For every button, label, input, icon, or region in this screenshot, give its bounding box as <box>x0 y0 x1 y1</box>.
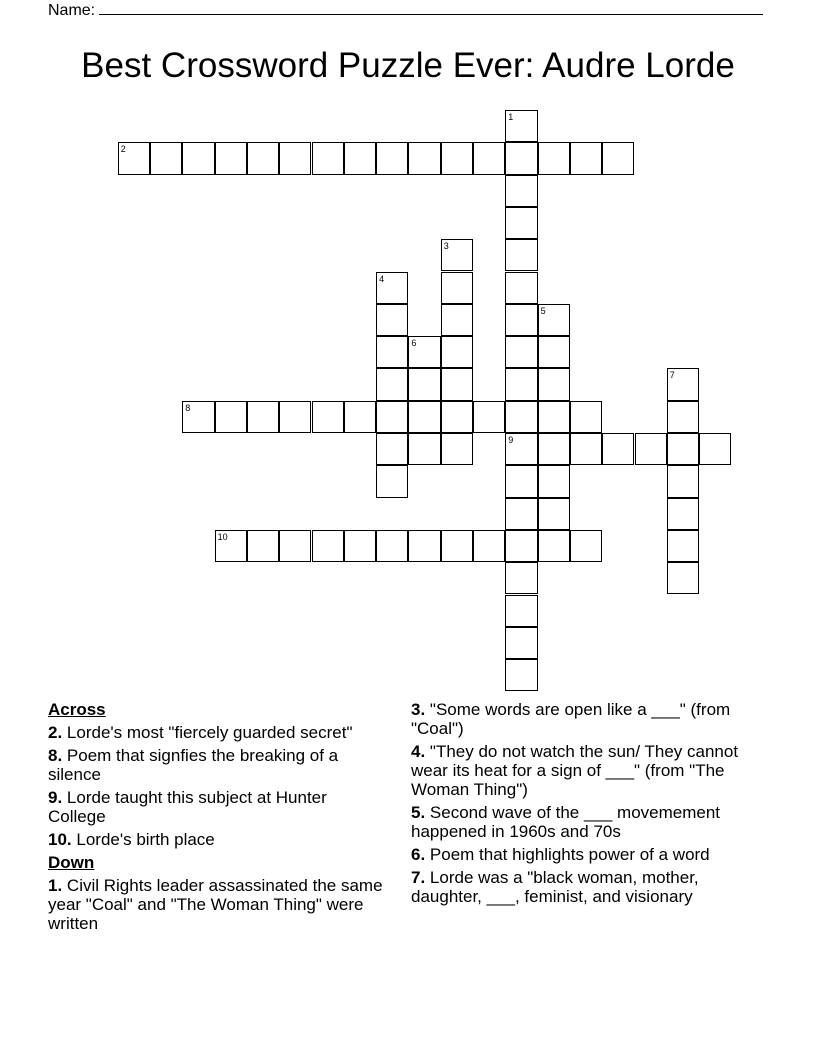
clue-number: 1 <box>508 112 514 122</box>
grid-cell[interactable] <box>247 530 279 562</box>
clue-column-left <box>48 700 388 937</box>
clue-item-text: "They do not watch the sun/ They cannot wear its heat for a sign of ___" (from "The Woman Thing") <box>411 742 739 799</box>
grid-cell[interactable] <box>570 433 602 465</box>
grid-cell[interactable] <box>505 304 537 336</box>
clue-item-number: 3. <box>411 700 426 719</box>
clue-item <box>48 788 388 826</box>
clue-number: 6 <box>411 338 417 349</box>
grid-cell[interactable] <box>279 401 311 433</box>
grid-cell[interactable] <box>408 530 440 562</box>
grid-cell[interactable] <box>376 433 408 465</box>
grid-cell[interactable] <box>441 272 473 304</box>
grid-cell[interactable] <box>505 401 537 433</box>
grid-cell[interactable] <box>376 401 408 433</box>
grid-cell[interactable] <box>505 336 537 368</box>
grid-cell[interactable] <box>473 142 505 174</box>
grid-cell[interactable] <box>505 627 537 659</box>
grid-cell[interactable] <box>376 304 408 336</box>
clue-item-number: 4. <box>411 742 426 761</box>
grid-cell[interactable] <box>312 530 344 562</box>
grid-cell[interactable] <box>441 142 473 174</box>
grid-cell[interactable] <box>667 562 699 594</box>
grid-cell[interactable] <box>408 368 440 400</box>
grid-cell[interactable] <box>538 368 570 400</box>
clue-item <box>411 845 751 864</box>
grid-cell[interactable] <box>150 142 182 174</box>
grid-cell[interactable] <box>376 272 408 304</box>
clue-number: 4 <box>379 273 385 284</box>
grid-cell[interactable] <box>376 465 408 497</box>
grid-cell[interactable] <box>473 530 505 562</box>
clue-number: 3 <box>443 241 449 252</box>
clue-item <box>48 723 388 742</box>
grid-cell[interactable] <box>279 142 311 174</box>
clue-item <box>48 746 388 784</box>
grid-cell[interactable] <box>344 401 376 433</box>
grid-cell[interactable] <box>441 401 473 433</box>
grid-cell[interactable] <box>699 433 731 465</box>
grid-cell[interactable] <box>441 304 473 336</box>
grid-cell[interactable] <box>667 401 699 433</box>
grid-cell[interactable] <box>441 336 473 368</box>
grid-cell[interactable] <box>376 336 408 368</box>
across-clue-list <box>48 723 388 849</box>
grid-cell[interactable] <box>570 401 602 433</box>
grid-cell[interactable] <box>408 142 440 174</box>
grid-cell[interactable] <box>247 142 279 174</box>
grid-cell[interactable] <box>344 142 376 174</box>
grid-cell[interactable] <box>505 175 537 207</box>
clue-item-text: Civil Rights leader assassinated the same year "Coal" and "The Woman Thing" were written <box>48 876 383 933</box>
grid-cell[interactable] <box>667 465 699 497</box>
grid-cell[interactable] <box>538 336 570 368</box>
grid-cell[interactable] <box>312 142 344 174</box>
grid-cell[interactable] <box>505 142 537 174</box>
clue-item-text: Poem that highlights power of a word <box>429 845 710 864</box>
grid-cell[interactable] <box>473 401 505 433</box>
grid-cell[interactable] <box>376 368 408 400</box>
grid-cell[interactable] <box>667 530 699 562</box>
clue-item <box>48 876 388 933</box>
grid-cell[interactable] <box>635 433 667 465</box>
grid-cell[interactable] <box>215 401 247 433</box>
grid-cell[interactable] <box>505 272 537 304</box>
grid-cell[interactable] <box>118 142 150 174</box>
grid-cell[interactable] <box>505 368 537 400</box>
grid-cell[interactable] <box>602 142 634 174</box>
down-clue-list-right <box>411 700 751 906</box>
clue-item-text: Lorde taught this subject at Hunter College <box>48 788 327 826</box>
clue-item-number: 1. <box>48 876 63 895</box>
name-label: Name: <box>48 2 96 19</box>
grid-cell[interactable] <box>602 433 634 465</box>
grid-cell[interactable] <box>538 401 570 433</box>
grid-cell[interactable] <box>667 498 699 530</box>
grid-cell[interactable] <box>408 336 440 368</box>
clue-item-text: Second wave of the ___ movemement happened in 1960s and 70s <box>411 803 721 841</box>
down-heading: Down <box>48 853 95 872</box>
grid-cell[interactable] <box>215 142 247 174</box>
grid-cell[interactable] <box>441 239 473 271</box>
clue-number: 7 <box>669 370 675 381</box>
grid-cell[interactable] <box>182 142 214 174</box>
grid-cell[interactable] <box>441 368 473 400</box>
grid-cell[interactable] <box>538 465 570 497</box>
grid-cell[interactable] <box>538 498 570 530</box>
grid-cell[interactable] <box>247 401 279 433</box>
page-title: Best Crossword Puzzle Ever: Audre Lorde <box>81 46 735 85</box>
clue-item-number: 6. <box>411 845 426 864</box>
grid-cell[interactable] <box>312 401 344 433</box>
clue-item-number: 10. <box>48 830 72 849</box>
grid-cell[interactable] <box>376 530 408 562</box>
grid-cell[interactable] <box>279 530 311 562</box>
grid-cell[interactable] <box>408 433 440 465</box>
clue-item-text: Lorde's most "fiercely guarded secret" <box>66 723 353 742</box>
clue-column-right <box>411 700 751 910</box>
grid-cell[interactable] <box>505 498 537 530</box>
clue-item-number: 2. <box>48 723 63 742</box>
grid-cell[interactable] <box>215 530 247 562</box>
clue-item-text: "Some words are open like a ___" (from "Coal") <box>411 700 731 738</box>
grid-cell[interactable] <box>570 530 602 562</box>
grid-cell[interactable] <box>505 207 537 239</box>
clue-number: 10 <box>217 531 228 542</box>
grid-cell[interactable] <box>667 368 699 400</box>
grid-cell[interactable] <box>505 562 537 594</box>
grid-cell[interactable] <box>538 304 570 336</box>
grid-cell[interactable] <box>505 659 537 691</box>
clue-item-number: 9. <box>48 788 63 807</box>
grid-cell[interactable] <box>408 401 440 433</box>
grid-cell[interactable] <box>505 433 537 465</box>
grid-cell[interactable] <box>376 142 408 174</box>
clue-item-number: 8. <box>48 746 63 765</box>
grid-cell[interactable] <box>538 530 570 562</box>
clue-number: 2 <box>120 144 126 155</box>
grid-cell[interactable] <box>538 142 570 174</box>
grid-cell[interactable] <box>505 239 537 271</box>
clue-number: 9 <box>508 435 514 445</box>
clue-item-text: Lorde's birth place <box>76 830 215 849</box>
grid-cell[interactable] <box>538 433 570 465</box>
clue-item-number: 7. <box>411 868 426 887</box>
clue-item-text: Poem that signfies the breaking of a silence <box>48 746 339 784</box>
grid-cell[interactable] <box>505 465 537 497</box>
grid-cell[interactable] <box>182 401 214 433</box>
grid-cell[interactable] <box>344 530 376 562</box>
grid-cell[interactable] <box>667 433 699 465</box>
grid-cell[interactable] <box>441 433 473 465</box>
clue-item <box>411 742 751 799</box>
clue-item-number: 5. <box>411 803 426 822</box>
grid-cell[interactable] <box>505 595 537 627</box>
clue-number: 5 <box>540 305 546 316</box>
grid-cell[interactable] <box>505 110 537 142</box>
down-clue-list-left <box>48 876 388 933</box>
clue-item <box>411 700 751 738</box>
clue-number: 8 <box>185 402 191 413</box>
grid-cell[interactable] <box>570 142 602 174</box>
grid-cell[interactable] <box>441 530 473 562</box>
clue-item <box>411 868 751 906</box>
clue-item <box>48 830 388 849</box>
across-heading: Across <box>48 700 106 719</box>
clue-item <box>411 803 751 841</box>
grid-cell[interactable] <box>505 530 537 562</box>
clue-item-text: Lorde was a "black woman, mother, daughter, ___, feminist, and visionary <box>411 868 699 906</box>
